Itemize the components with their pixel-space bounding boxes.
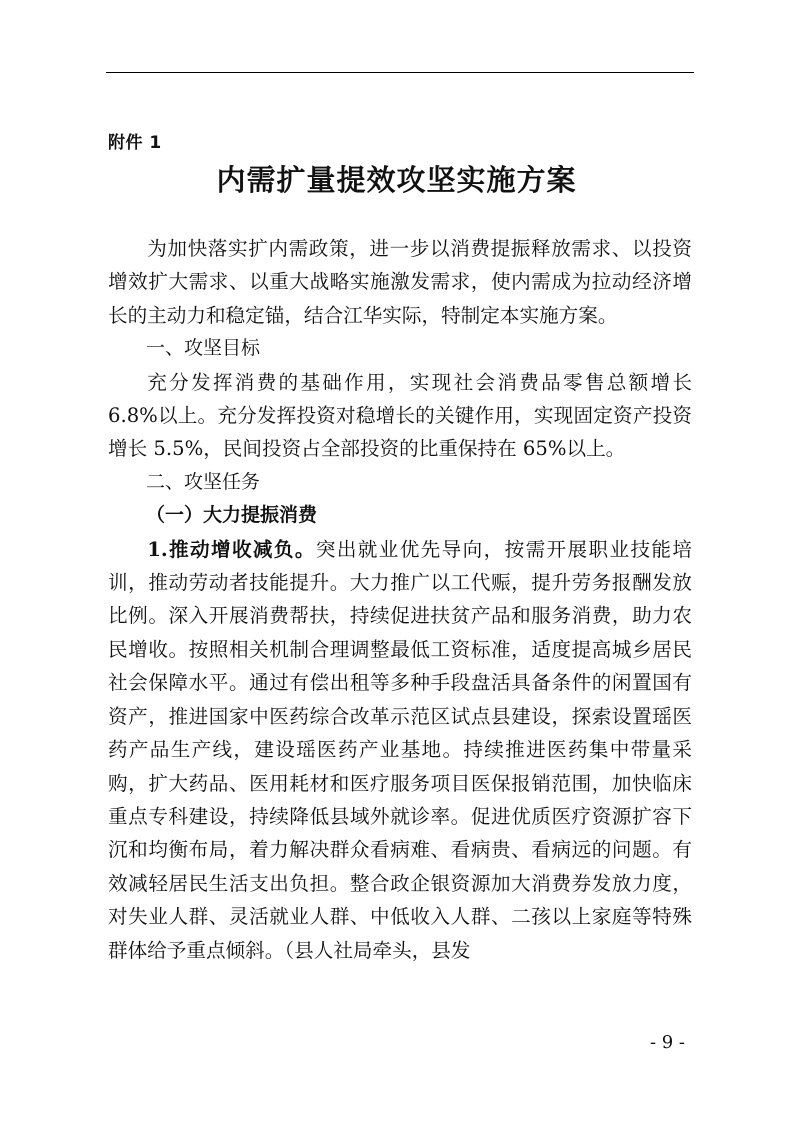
document-body: [108, 232, 692, 967]
subsection-heading-consumption: （一）大力提振消费: [146, 504, 318, 527]
item-text: 突出就业优先导向，按需开展职业技能培训，推动劳动者技能提升。大力推广以工代赈，提升劳务报酬发放比例。深入开展消费帮扶，持续促进扶贫产品和服务消费，助力农民增收。按照相关机制合理调整最低工资标准，适度提高城乡居民社会保障水平。通过有偿出租等多种手段盘活具备条件的闲置国有资产，推进国家中医药综合改革示范区试点县建设，探索设置瑶医药产品生产线，建设瑶医药产业基地。持续推进医药集中带量采购，扩大药品、医用耗材和医疗服务项目医保报销范围，加快临床重点专科建设，持续降低县域外就诊率。促进优质医疗资源扩容下沉和均衡布局，着力解决群众看病难、看病贵、看病远的问题。有效减轻居民生活支出负担。整合政企银资源加大消费券发放力度，对失业人群、灵活就业人群、中低收入人群、二孩以上家庭等特殊群体给予重点倾斜。（县人社局牵头，县发: [108, 537, 692, 962]
page-number: - 9 -: [649, 1032, 685, 1053]
header-rule: [106, 72, 694, 73]
goals-paragraph: 充分发挥消费的基础作用，实现社会消费品零售总额增长 6.8%以上。充分发挥投资对稳增长的关键作用，实现固定资产投资增长 5.5%，民间投资占全部投资的比重保持在 65%以上。: [108, 370, 692, 461]
attachment-label: 附件 1: [108, 133, 162, 153]
section-heading-tasks: 二、攻坚任务: [146, 470, 261, 493]
section-heading-goals: 一、攻坚目标: [146, 337, 261, 360]
item-lead: 1.推动增收减负。: [147, 537, 316, 561]
item-paragraph: [108, 533, 692, 967]
intro-paragraph: 为加快落实扩内需政策，进一步以消费提振释放需求、以投资增效扩大需求、以重大战略实施激发需求，使内需成为拉动经济增长的主动力和稳定锚，结合江华实际，特制定本实施方案。: [108, 237, 692, 327]
document-title: 内需扩量提效攻坚实施方案: [216, 163, 577, 197]
